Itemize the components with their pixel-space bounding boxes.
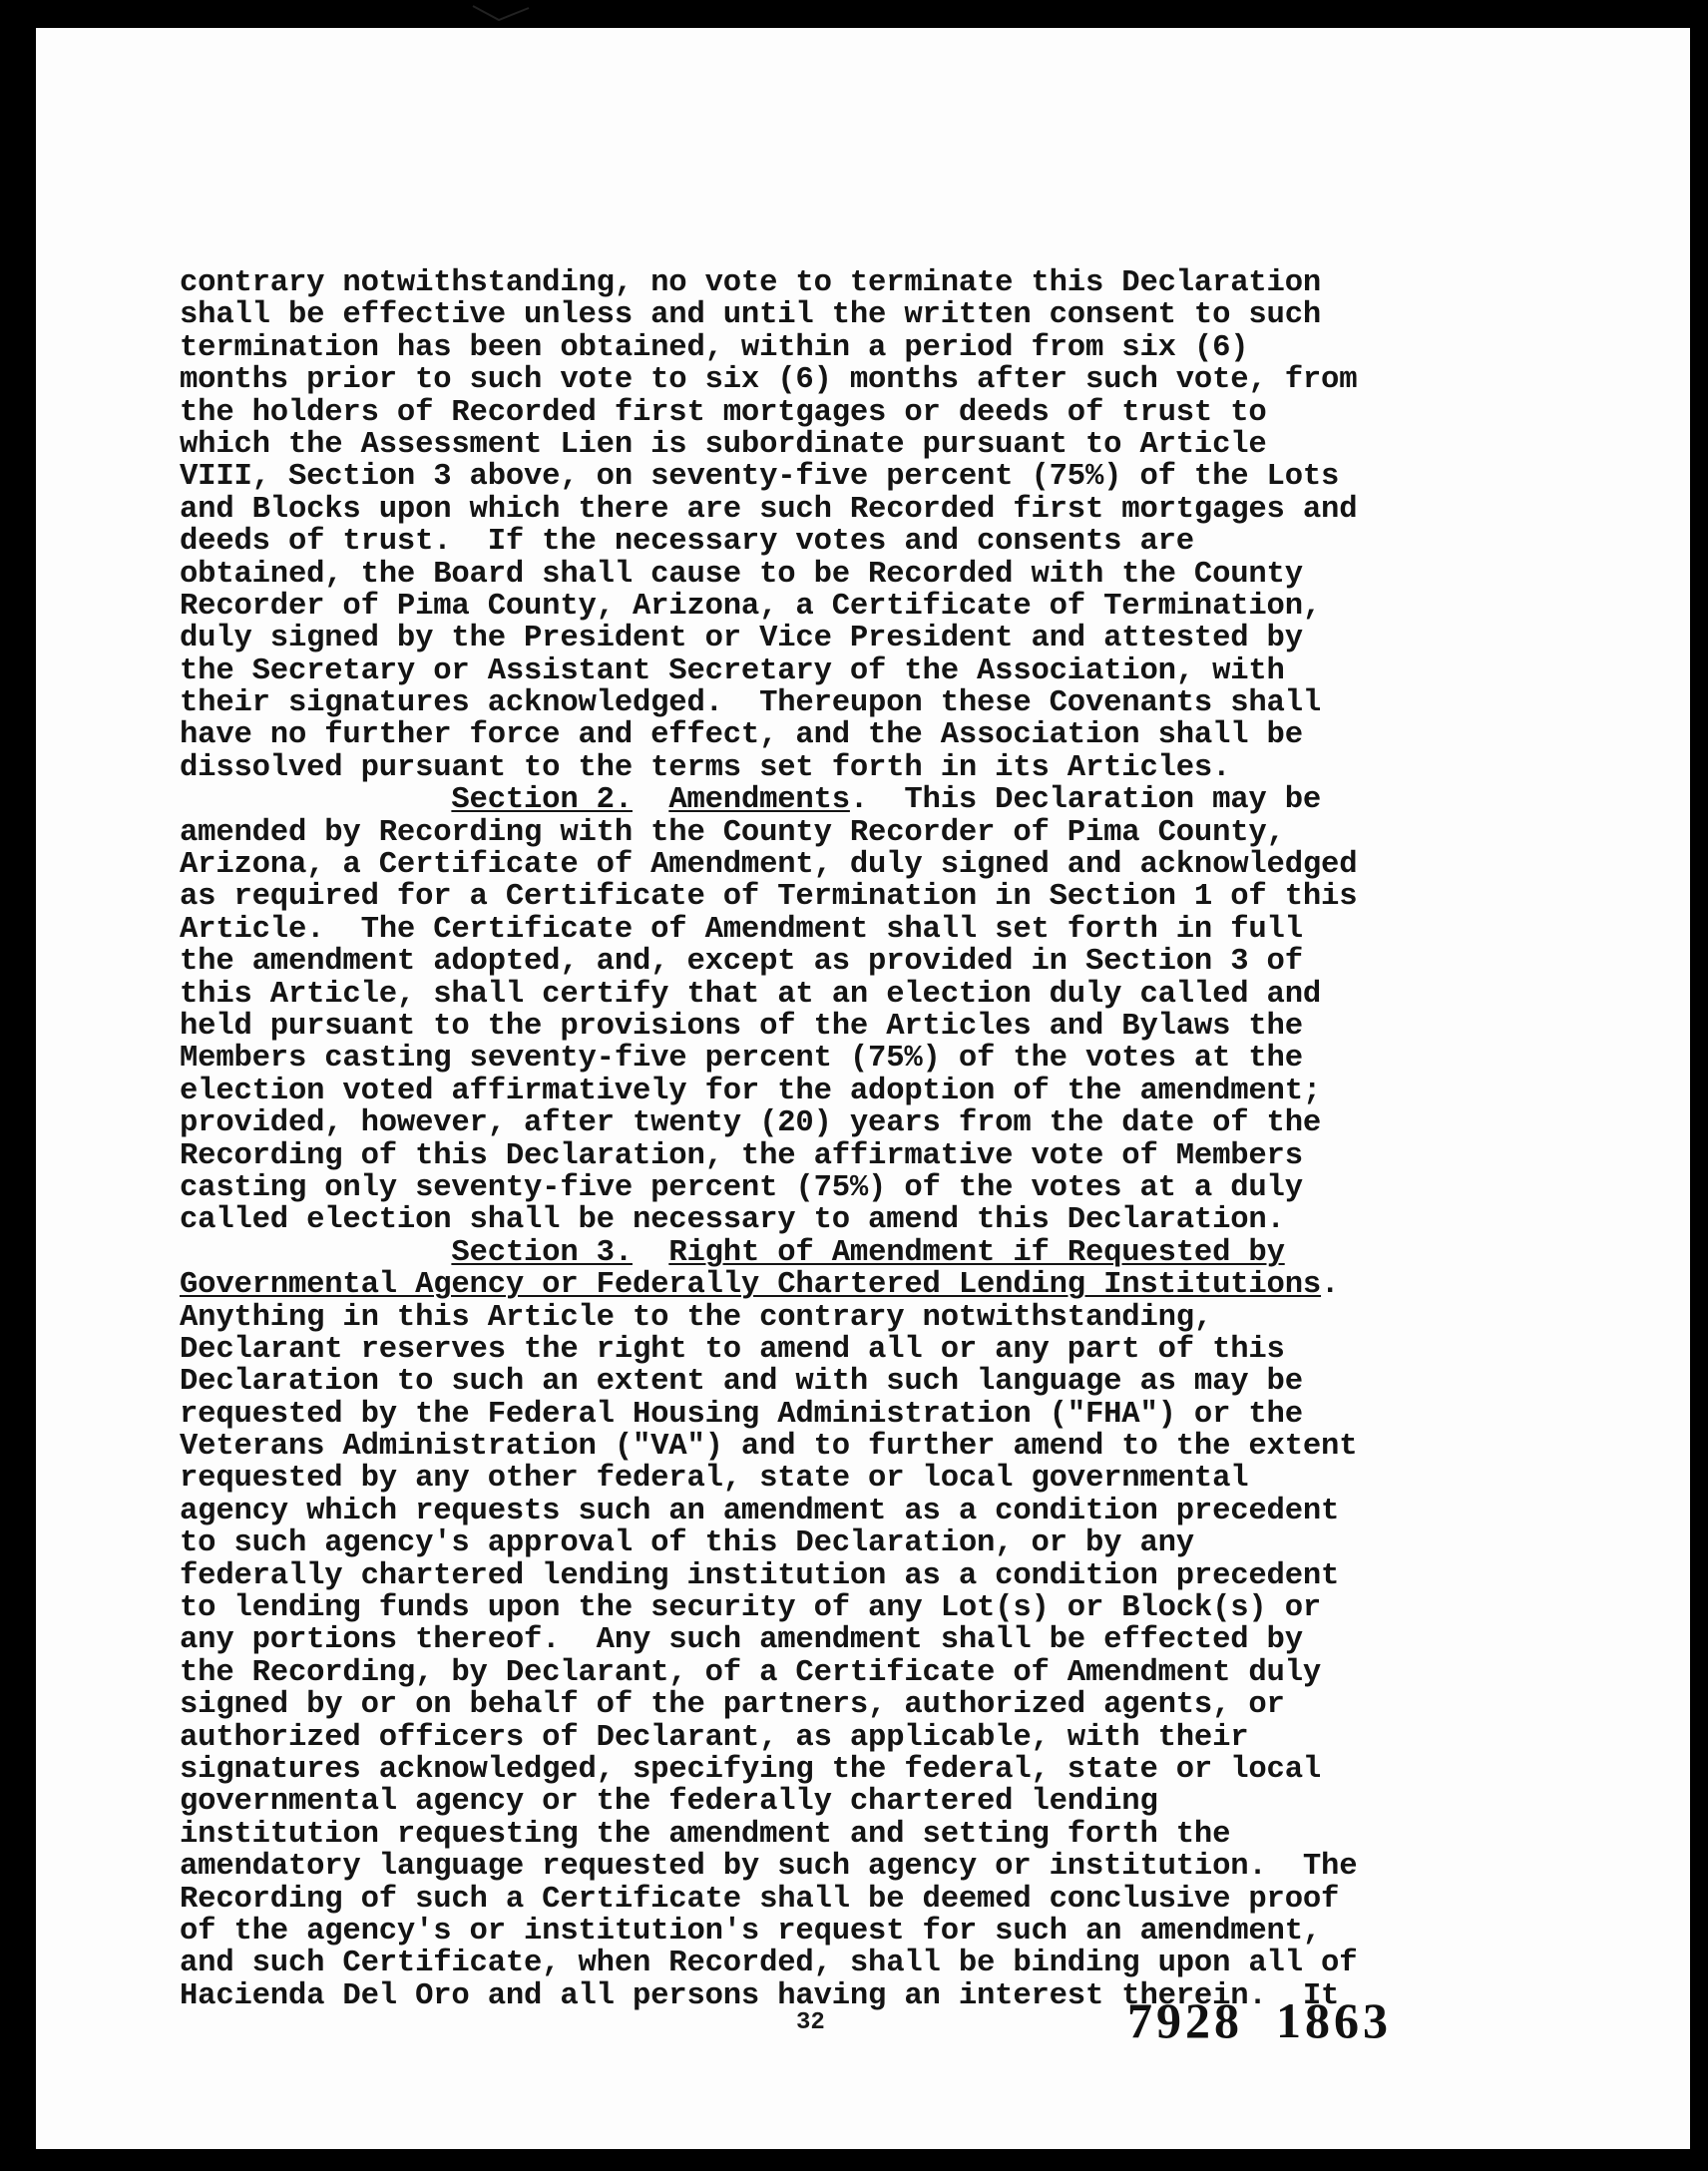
text-line: Article. The Certificate of Amendment shall set forth in full (180, 912, 1303, 947)
text-line: Arizona, a Certificate of Amendment, duly signed and acknowledged (180, 848, 1358, 883)
section-3-heading-line-2 (180, 1269, 1467, 1301)
section-2-heading-rest: . This Declaration may be (849, 783, 1322, 818)
text-line: months prior to such vote to six (6) months after such vote, from (180, 363, 1358, 398)
text-line: VIII, Section 3 above, on seventy-five percent (75%) of the Lots (180, 460, 1340, 495)
text-line: requested by any other federal, state or local governmental (180, 1462, 1249, 1497)
text-line: signed by or on behalf of the partners, authorized agents, or (180, 1688, 1285, 1723)
section-3-title-end: . (1321, 1268, 1340, 1303)
text-line: have no further force and effect, and the Association shall be (180, 718, 1303, 753)
text-line: the holders of Recorded first mortgages or deeds of trust to (180, 395, 1267, 430)
text-line: the Secretary or Assistant Secretary of the Association, with (180, 653, 1285, 688)
text-line: Hacienda Del Oro and all persons having an interest therein. It (180, 1978, 1340, 2013)
section-3 (180, 1237, 1467, 2012)
text-line: agency which requests such an amendment as a condition precedent (180, 1494, 1340, 1528)
page-number: 32 (796, 2009, 825, 2036)
text-line: election voted affirmatively for the adoption of the amendment; (180, 1074, 1322, 1108)
text-line: any portions thereof. Any such amendment shall be effected by (180, 1623, 1303, 1658)
scan-mark-icon (469, 2, 539, 24)
section-2-title: Amendments (668, 783, 850, 818)
text-line: amendatory language requested by such agency or institution. The (180, 1850, 1358, 1885)
section-2-label: Section 2. (451, 783, 633, 818)
text-line: Veterans Administration ("VA") and to further amend to the extent (180, 1430, 1358, 1465)
text-line: shall be effective unless and until the written consent to such (180, 298, 1322, 333)
text-line: their signatures acknowledged. Thereupon these Covenants shall (180, 686, 1322, 721)
document-body (180, 267, 1467, 2012)
section-2-heading-line (180, 784, 1467, 816)
text-line: Declaration to such an extent and with such language as may be (180, 1365, 1303, 1400)
record-number: 7928 1863 (1127, 1992, 1392, 2048)
text-line: and Blocks upon which there are such Recorded first mortgages and (180, 492, 1358, 527)
text-line: called election shall be necessary to amend this Declaration. (180, 1203, 1285, 1238)
text-line: Recording of this Declaration, the affirmative vote of Members (180, 1138, 1303, 1173)
text-line: Members casting seventy-five percent (75%) of the votes at the (180, 1042, 1303, 1077)
text-line: Recording of such a Certificate shall be deemed conclusive proof (180, 1882, 1340, 1917)
text-line: and such Certificate, when Recorded, shall be binding upon all of (180, 1947, 1358, 1981)
text-line: provided, however, after twenty (20) years from the date of the (180, 1106, 1322, 1141)
text-line: casting only seventy-five percent (75%) of the votes at a duly (180, 1170, 1303, 1205)
text-line: Anything in this Article to the contrary notwithstanding, (180, 1300, 1213, 1335)
text-line: signatures acknowledged, specifying the federal, state or local (180, 1752, 1322, 1787)
text-line: Recorder of Pima County, Arizona, a Certificate of Termination, (180, 589, 1322, 624)
paragraph-termination (180, 267, 1467, 784)
text-line: dissolved pursuant to the terms set forth in its Articles. (180, 750, 1231, 785)
text-line: federally chartered lending institution as a condition precedent (180, 1558, 1340, 1593)
section-2 (180, 784, 1467, 1236)
text-line: which the Assessment Lien is subordinate pursuant to Article (180, 427, 1267, 462)
text-line: Declarant reserves the right to amend all or any part of this (180, 1332, 1285, 1367)
text-line: to lending funds upon the security of any Lot(s) or Block(s) or (180, 1591, 1322, 1626)
text-line: this Article, shall certify that at an election duly called and (180, 977, 1322, 1012)
text-line: requested by the Federal Housing Administration ("FHA") or the (180, 1397, 1303, 1432)
text-line: authorized officers of Declarant, as applicable, with their (180, 1720, 1249, 1755)
text-line: held pursuant to the provisions of the Articles and Bylaws the (180, 1009, 1303, 1044)
text-line: of the agency's or institution's request for such an amendment, (180, 1914, 1322, 1949)
section-3-heading-line (180, 1237, 1467, 1269)
text-line: the Recording, by Declarant, of a Certificate of Amendment duly (180, 1655, 1322, 1690)
text-line: as required for a Certificate of Termination in Section 1 of this (180, 880, 1358, 915)
text-line: institution requesting the amendment and setting forth the (180, 1817, 1231, 1852)
text-line: governmental agency or the federally chartered lending (180, 1785, 1158, 1820)
text-line: termination has been obtained, within a period from six (6) (180, 330, 1249, 365)
text-line: amended by Recording with the County Recorder of Pima County, (180, 815, 1285, 850)
text-line: duly signed by the President or Vice President and attested by (180, 622, 1303, 656)
section-3-title-line-1: Right of Amendment if Requested by (668, 1235, 1285, 1270)
text-line: to such agency's approval of this Declaration, or by any (180, 1526, 1194, 1561)
section-3-label: Section 3. (451, 1235, 633, 1270)
section-3-title-line-2: Governmental Agency or Federally Chartered Lending Institutions (180, 1268, 1322, 1303)
text-line: deeds of trust. If the necessary votes and consents are (180, 525, 1194, 560)
text-line: contrary notwithstanding, no vote to terminate this Declaration (180, 266, 1322, 300)
text-line: the amendment adopted, and, except as provided in Section 3 of (180, 945, 1303, 980)
text-line: obtained, the Board shall cause to be Recorded with the County (180, 557, 1303, 592)
